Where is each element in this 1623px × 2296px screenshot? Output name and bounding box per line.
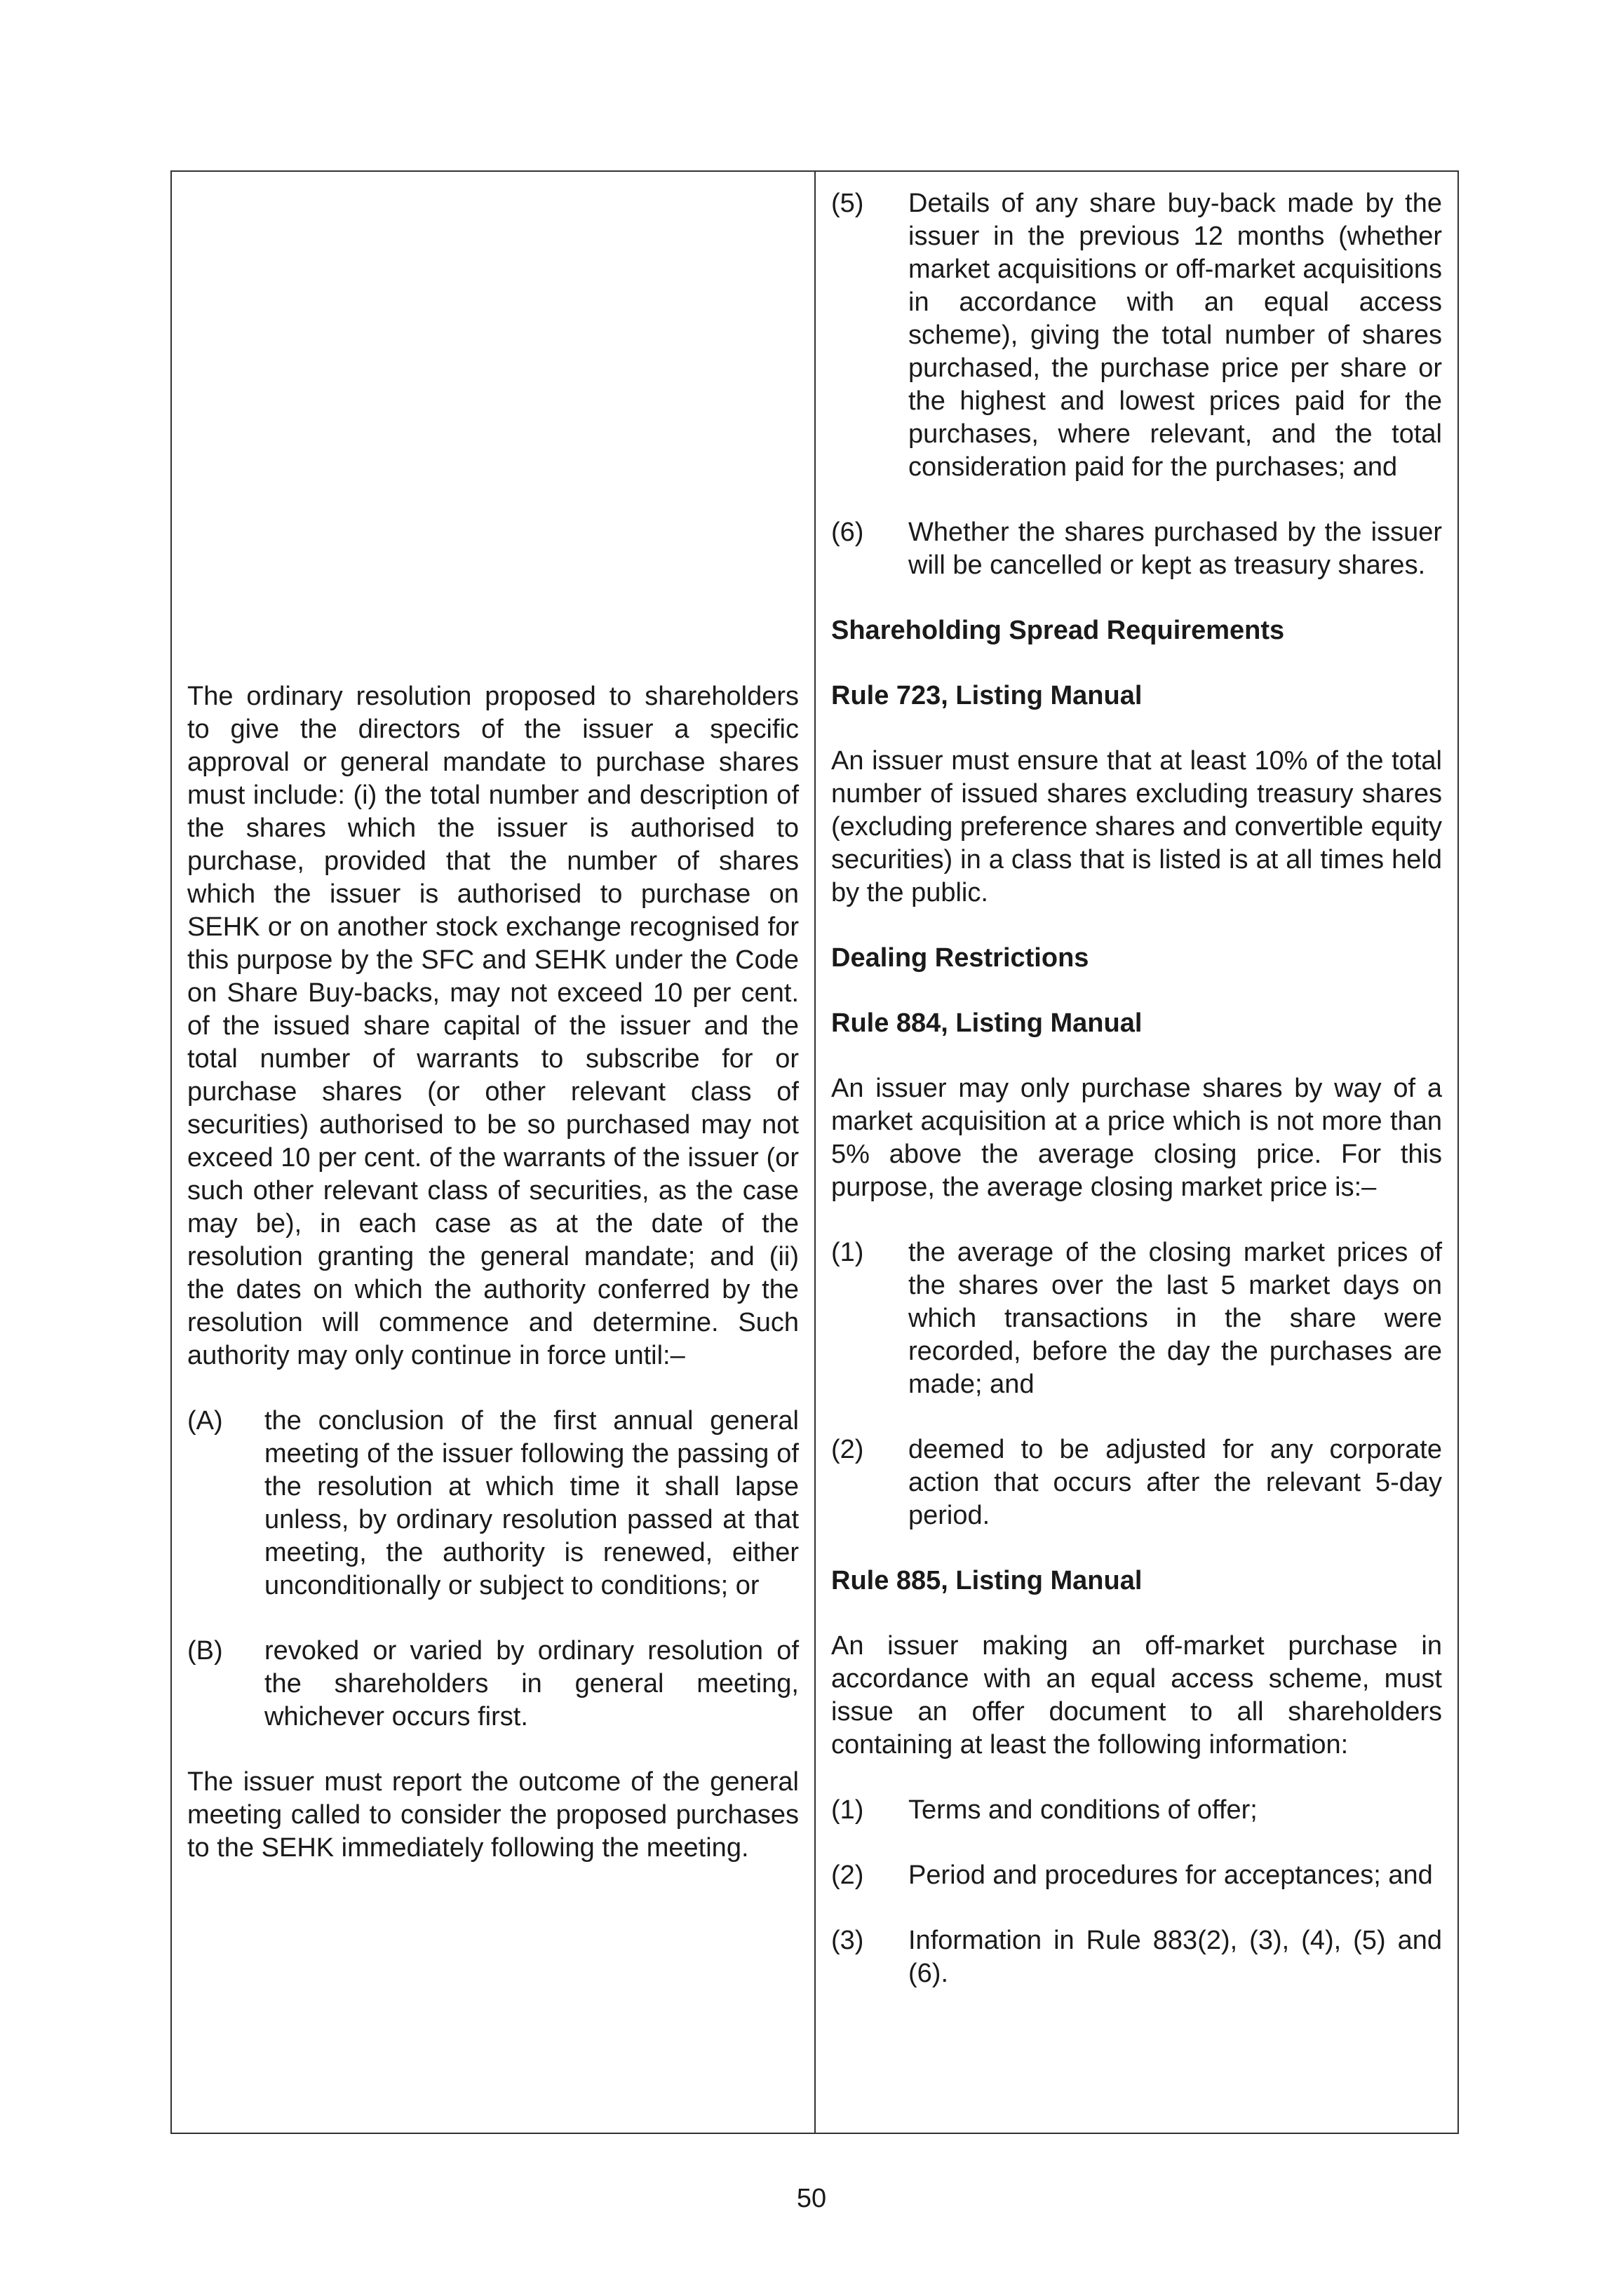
list-item [187, 1405, 799, 1602]
rule-heading-723: Rule 723, Listing Manual [831, 681, 1143, 710]
list-item-marker: (2) [831, 1435, 864, 1464]
rule-885-paragraph: An issuer making an off-market purchase in accordance with an equal access scheme, must issue an offer document to all shareholders containing at least the following information: [831, 1631, 1442, 1760]
list-item [831, 1236, 1442, 1401]
resolution-intro-paragraph: The ordinary resolution proposed to shareholders to give the directors of the issuer a specific approval or general mandate to purchase shares must include: (i) the total number and description of the shares which the issuer is authorised to purchase, provided that the number of shares which the issuer is authorised to purchase on SEHK or on another stock exchange recognised for this purpose by the SFC and SEHK under the Code on Share Buy-backs, may not exceed 10 per cent. of the issued share capital of the issuer and the total number of warrants to subscribe for or purchase shares (or other relevant class of securities) authorised to be so purchased may not exceed 10 per cent. of the warrants of the issuer (or such other relevant class of securities, as the case may be), in each case as at the date of the resolution granting the general mandate; and (ii) the dates on which the authority conferred by the resolution will commence and determine. Such authority may only continue in force until:– [187, 682, 799, 1370]
list-item-marker: (A) [187, 1406, 223, 1436]
report-outcome-paragraph: The issuer must report the outcome of the general meeting called to consider the proposed purchases to the SEHK immediately following the meeting. [187, 1767, 799, 1863]
list-item [831, 1794, 1442, 1827]
list-item-text: Terms and conditions of offer; [908, 1795, 1258, 1825]
list-item-marker: (6) [831, 518, 864, 547]
list-item-marker: (3) [831, 1926, 864, 1955]
list-item-marker: (5) [831, 189, 864, 218]
list-item-marker: (2) [831, 1861, 864, 1890]
list-item-text: Period and procedures for acceptances; and [908, 1861, 1433, 1890]
rule-heading-885: Rule 885, Listing Manual [831, 1566, 1143, 1595]
list-item-text: revoked or varied by ordinary resolution of the shareholders in general meeting, whichever occurs first. [264, 1636, 799, 1731]
list-item [187, 1635, 799, 1734]
list-item-marker: (1) [831, 1238, 864, 1267]
list-item-text: Details of any share buy-back made by the issuer in the previous 12 months (whether market acquisitions or off-market acquisitions in accordance with an equal access scheme), giving the total number of shares purchased, the purchase price per share or the highest and lowest prices paid for the purchases, where relevant, and the total consideration paid for the purchases; and [908, 189, 1442, 482]
list-item-marker: (1) [831, 1795, 864, 1825]
list-item-text: Whether the shares purchased by the issuer will be cancelled or kept as treasury shares. [908, 518, 1442, 580]
list-item [831, 1924, 1442, 1990]
list-item [831, 187, 1442, 484]
list-item-text: deemed to be adjusted for any corporate action that occurs after the relevant 5-day period. [908, 1435, 1442, 1530]
list-item [831, 1859, 1442, 1892]
list-item-marker: (B) [187, 1636, 223, 1666]
left-column [172, 172, 816, 2133]
list-item-text: the average of the closing market prices of the shares over the last 5 market days on which transactions in the share were recorded, before the day the purchases are made; and [908, 1238, 1442, 1399]
right-column [816, 172, 1457, 2133]
section-heading-dealing-restrictions: Dealing Restrictions [831, 943, 1089, 973]
rule-884-paragraph: An issuer may only purchase shares by way of a market acquisition at a price which is not more than 5% above the average closing price. For this purpose, the average closing market price is:– [831, 1074, 1442, 1202]
section-heading-shareholding-spread: Shareholding Spread Requirements [831, 616, 1285, 645]
list-item [831, 1433, 1442, 1532]
page-number: 50 [796, 2184, 827, 2213]
list-item [831, 516, 1442, 582]
list-item-text: Information in Rule 883(2), (3), (4), (5) and (6). [908, 1926, 1442, 1988]
left-column-content [187, 680, 799, 1897]
list-item-text: the conclusion of the first annual general meeting of the issuer following the passing of the resolution at which time it shall lapse unless, by ordinary resolution passed at that meeting, the authority is renewed, either unconditionally or subject to conditions; or [264, 1406, 799, 1600]
rule-heading-884: Rule 884, Listing Manual [831, 1008, 1143, 1038]
rule-723-paragraph: An issuer must ensure that at least 10% of the total number of issued shares excluding treasury shares (excluding preference shares and convertible equity securities) in a class that is listed is at all times held by the public. [831, 746, 1442, 907]
rules-comparison-table [170, 170, 1459, 2134]
